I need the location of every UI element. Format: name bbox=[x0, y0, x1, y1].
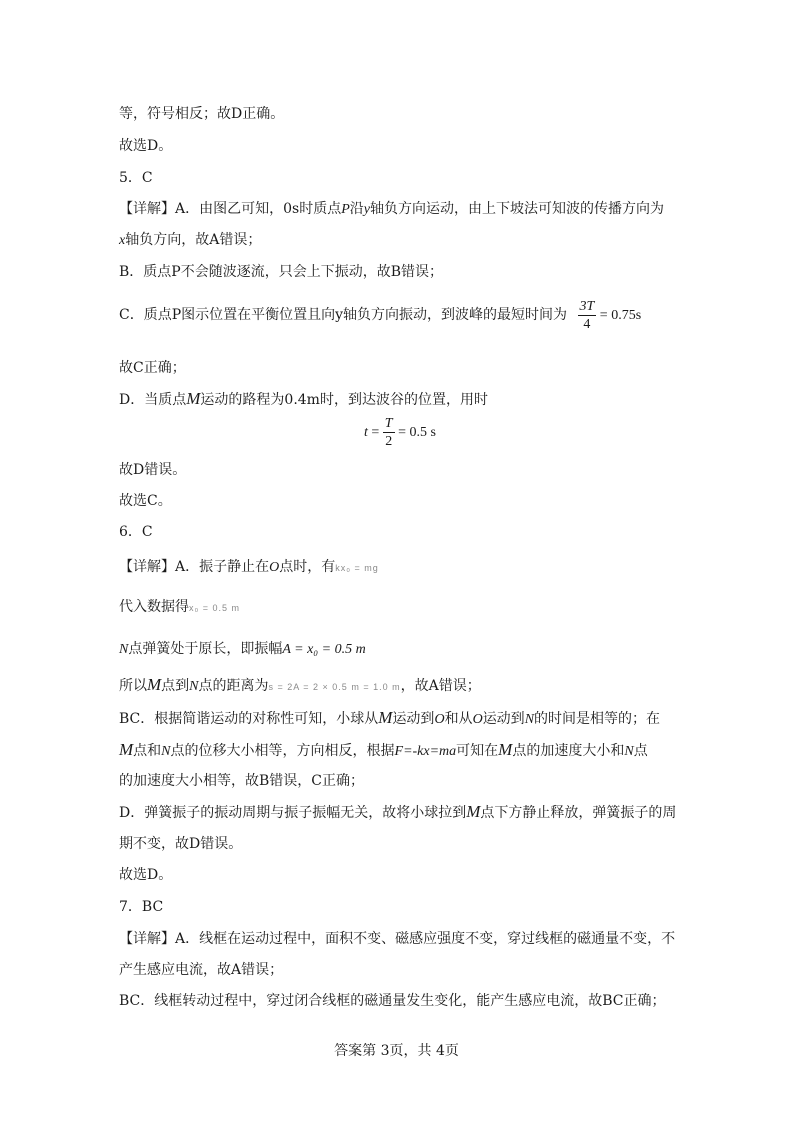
paragraph: D．弹簧振子的振动周期与振子振幅无关，故将小球拉到M点下方静止释放，弹簧振子的周 bbox=[119, 802, 677, 821]
paragraph: B．质点P不会随波逐流，只会上下振动，故B错误； bbox=[119, 264, 443, 280]
formula: s = 2A = 2 × 0.5 m = 1.0 m bbox=[268, 682, 401, 692]
paragraph: 【详解】A．由图乙可知，0s时质点P沿y轴负方向运动，由上下坡法可知波的传播方向为 bbox=[119, 201, 664, 217]
question-number: 6．C bbox=[119, 524, 153, 540]
paragraph: 【详解】A．振子静止在O点时，有kx₀ = mg bbox=[119, 559, 379, 575]
paragraph: 所以M点到N点的距离为s = 2A = 2 × 0.5 m = 1.0 m，故A错误； bbox=[119, 675, 481, 694]
paragraph: D．当质点M运动的路程为0.4m时，到达波谷的位置，用时 bbox=[119, 389, 488, 408]
formula: F=-kx=ma bbox=[394, 744, 457, 759]
answer-line: 故选D。 bbox=[119, 867, 173, 883]
paragraph: BC．根据简谐运动的对称性可知，小球从M运动到O和从O运动到N的时间是相等的；在 bbox=[119, 708, 661, 727]
paragraph: 产生感应电流，故A错误； bbox=[119, 962, 284, 978]
answer-line: 故选C。 bbox=[119, 493, 172, 509]
paragraph: 期不变，故D错误。 bbox=[119, 836, 243, 852]
paragraph: 故C正确； bbox=[119, 360, 186, 376]
paragraph: 的加速度大小相等，故B错误，C正确； bbox=[119, 773, 364, 789]
paragraph: 故D错误。 bbox=[119, 462, 187, 478]
formula: $\frac{3T}{4}$ = 0.75s bbox=[579, 299, 642, 333]
formula: x₀ = 0.5 m bbox=[189, 603, 241, 613]
paragraph: x轴负方向，故A错误； bbox=[119, 232, 262, 248]
formula: t = $\frac{T}{2}$ = 0.5 s bbox=[364, 416, 436, 450]
page-footer: 答案第 3页，共 4页 bbox=[334, 1043, 459, 1059]
paragraph: C．质点P图示位置在平衡位置且向y轴负方向振动，到波峰的最短时间为 $\frac{3T}{4}$ = 0.75s bbox=[119, 299, 642, 333]
paragraph: 代入数据得x₀ = 0.5 m bbox=[119, 599, 241, 615]
question-number: 5．C bbox=[119, 170, 153, 186]
formula: A = x₀ = 0.5 m bbox=[282, 642, 366, 657]
answer-line: 故选D。 bbox=[119, 138, 173, 154]
paragraph: N点弹簧处于原长，即振幅A = x₀ = 0.5 m bbox=[119, 641, 366, 657]
question-number: 7．BC bbox=[119, 899, 164, 915]
paragraph: 【详解】A．线框在运动过程中，面积不变、磁感应强度不变，穿过线框的磁通量不变，不 bbox=[119, 931, 676, 947]
paragraph: BC．线框转动过程中，穿过闭合线框的磁通量发生变化，能产生感应电流，故BC正确； bbox=[119, 993, 666, 1009]
paragraph: M点和N点的位移大小相等，方向相反，根据F=-kx=ma可知在M点的加速度大小和N点 bbox=[119, 740, 648, 759]
paragraph: 等，符号相反；故D正确。 bbox=[119, 106, 285, 122]
formula: kx₀ = mg bbox=[335, 563, 379, 573]
